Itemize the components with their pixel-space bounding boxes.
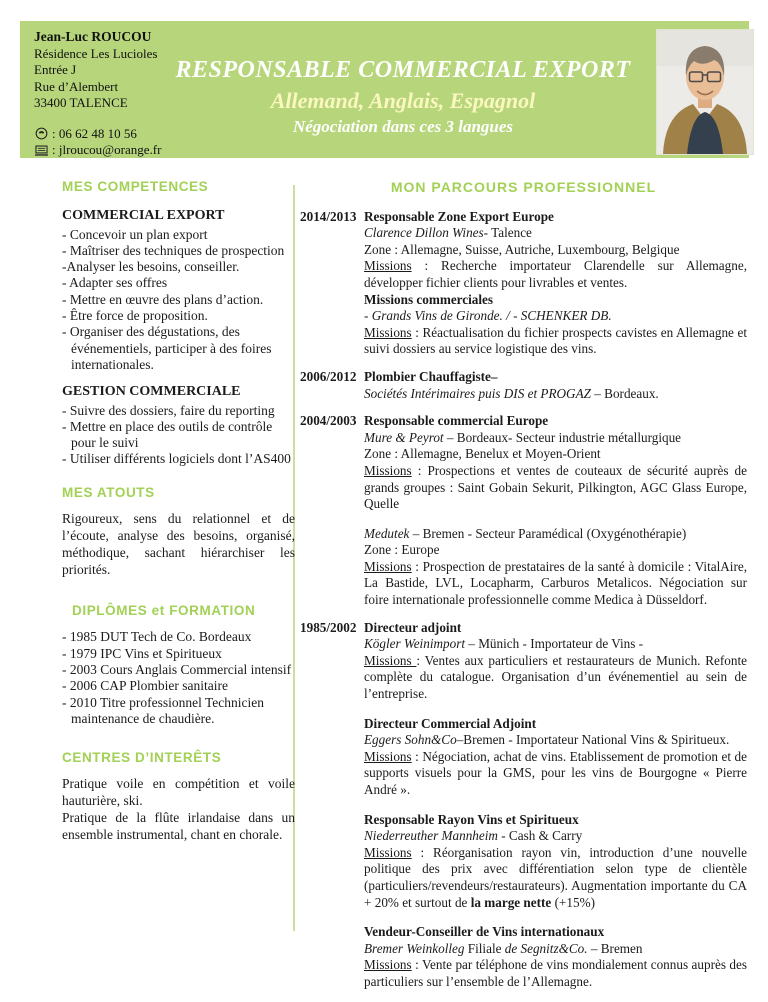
missions-paragraph <box>364 325 747 358</box>
missions-text: : Réactualisation du fichier prospects cavistes en Allemagne et suivi dossiers au service logistique des vins. <box>364 324 747 357</box>
diploma-item: - 1979 IPC Vins et Spiritueux <box>62 645 222 661</box>
missions-bold-text: la marge nette <box>470 894 552 910</box>
right-column <box>300 179 747 1002</box>
skill-item: - Adapter ses offres <box>62 275 168 291</box>
experience-entry <box>300 209 747 358</box>
job-title: Directeur adjoint <box>364 619 462 635</box>
missions-label: Missions <box>364 258 412 274</box>
title-block <box>138 57 668 137</box>
company-name: Niederreuther Mannheim <box>364 828 498 844</box>
missions-label: Missions <box>364 652 417 668</box>
subsection-title: GESTION COMMERCIALE <box>62 384 241 400</box>
phone-icon <box>34 127 48 140</box>
missions-paragraph <box>364 749 747 799</box>
company-name: Kögler Weinimport <box>364 636 465 652</box>
company-location: – Bremen - Secteur Paramédical (Oxygénothérapie) <box>409 525 687 541</box>
job-title: Responsable commercial Europe <box>364 413 549 429</box>
missions-text: : Négociation, achat de vins. Etablissement de promotion et de supports visuels pour la GMS, pour les vins de Bourgogne « Pierre André ». <box>364 748 747 797</box>
company-line <box>364 732 747 749</box>
skill-item: - Mettre en place des outils de contrôle pour le suivi <box>62 418 273 451</box>
missions-text: : Prospections et ventes de couteaux de sécurité auprès de grands groupes : Saint Gobain Sekurit, Pilkington, AGC Glass Europe, Quelle <box>364 462 747 512</box>
missions-label: Missions <box>364 324 412 340</box>
company-name: Bremer Weinkolleg <box>364 940 465 956</box>
company-name: Clarence Dillon Wines- <box>364 225 489 241</box>
section-heading-diplomes: DIPLÔMES et FORMATION <box>72 603 256 619</box>
missions-paragraph <box>364 559 747 609</box>
zone-line: Zone : Allemagne, Benelux et Moyen-Orient <box>364 446 601 462</box>
diploma-item: - 2010 Titre professionnel Technicien maintenance de chaudière. <box>62 694 265 726</box>
missions-paragraph <box>364 845 747 911</box>
section-heading-atouts: MES ATOUTS <box>62 484 155 500</box>
company-location: – Bordeaux. <box>590 385 659 401</box>
company-line <box>364 430 747 447</box>
company-name: Eggers Sohn&Co <box>364 732 457 748</box>
missions-label: Missions <box>364 748 412 764</box>
company-line <box>364 941 747 958</box>
company-name: Medutek <box>364 525 410 541</box>
centres-section <box>62 775 295 843</box>
company-line <box>364 636 747 653</box>
section-heading-parcours: MON PARCOURS PROFESSIONNEL <box>390 179 657 195</box>
company-location: –Bremen - Importateur National Vins & Spiritueux. <box>456 732 730 748</box>
company-line <box>364 526 747 543</box>
company-location: – Bremen <box>587 940 643 956</box>
diploma-item: - 1985 DUT Tech de Co. Bordeaux <box>62 629 252 645</box>
diplomes-section <box>62 629 295 727</box>
interests-text-1: Pratique voile en compétition et voile hauturière, ski. <box>62 776 295 809</box>
address-line-1: Résidence Les Lucioles <box>34 45 158 61</box>
sub-job-title: Directeur Commercial Adjoint <box>364 715 537 731</box>
gestion-commerciale-section <box>62 384 295 467</box>
diploma-item: - 2006 CAP Plombier sanitaire <box>62 678 228 694</box>
missions-text: : Prospection de prestataires de la santé à domicile : VitalAire, La Bastide, LVL, Locapharm, Carburos Metalicos. Négociation sur foire internationale professionnelle comme Medica à Düsseldorf. <box>364 558 747 608</box>
company-location: Talence <box>488 225 532 241</box>
sub-title: Missions commerciales <box>364 291 494 307</box>
company-name: Sociétés Intérimaires puis DIS et PROGAZ <box>364 385 591 401</box>
missions-paragraph <box>364 258 747 291</box>
subsection-title: COMMERCIAL EXPORT <box>62 208 225 224</box>
page-title: RESPONSABLE COMMERCIAL EXPORT <box>175 57 631 83</box>
profile-photo <box>657 30 753 154</box>
candidate-name: Jean-Luc ROUCOU <box>34 29 152 44</box>
commercial-export-section <box>62 208 295 373</box>
company-line <box>364 386 747 403</box>
zone-line: Zone : Europe <box>364 542 440 558</box>
company-location: – Bordeaux- Secteur industrie métallurgique <box>443 429 682 445</box>
missions-paragraph <box>364 957 747 990</box>
experience-entry <box>300 413 747 609</box>
header-band <box>20 21 749 158</box>
entry-years: 1985/2002 <box>300 619 357 635</box>
company-location: – Münich - Importateur de Vins - <box>465 636 644 652</box>
interests-text-2: Pratique de la flûte irlandaise dans un ensemble instrumental, chant en chorale. <box>62 810 295 843</box>
entry-content <box>364 209 747 358</box>
entry-years: 2014/2013 <box>300 208 357 224</box>
missions-label: Missions <box>364 957 412 973</box>
missions-paragraph <box>364 463 747 513</box>
zone-line: Zone : Allemagne, Suisse, Autriche, Luxembourg, Belgique <box>364 241 680 257</box>
missions-label: Missions <box>364 558 412 574</box>
entry-content <box>364 413 747 609</box>
experience-entry <box>300 620 747 991</box>
skill-item: -Analyser les besoins, conseiller. <box>62 259 240 275</box>
missions-label: Missions <box>364 462 412 478</box>
skill-item: - Suivre des dossiers, faire du reporting <box>62 402 275 418</box>
skill-item: - Mettre en œuvre des plans d’action. <box>62 291 264 307</box>
diploma-item: - 2003 Cours Anglais Commercial intensif <box>62 661 292 677</box>
email-line <box>34 142 161 159</box>
address-line-3: Rue d’Alembert <box>34 78 119 94</box>
job-title: Responsable Zone Export Europe <box>364 208 554 224</box>
sub-job-title: Responsable Rayon Vins et Spiritueux <box>364 811 579 827</box>
skill-item: - Maîtriser des techniques de prospection <box>62 242 285 258</box>
sub-job-title: Vendeur-Conseiller de Vins internationaux <box>364 924 605 940</box>
company-text: Filiale <box>464 940 505 956</box>
left-column <box>62 179 295 843</box>
company-name: Mure & Peyrot <box>364 429 444 445</box>
skill-item: - Organiser des dégustations, des événementiels, participer à des foires internationales. <box>62 324 272 372</box>
missions-text: : Ventes aux particuliers et restaurateurs de Munich. Refonte complète du catalogue. Organisation d’un événementiel au sein de l’entreprise. <box>364 652 747 702</box>
company-location: - Cash & Carry <box>497 828 583 844</box>
company-line <box>364 828 747 845</box>
section-heading-centres: CENTRES D’INTERÊTS <box>62 750 222 766</box>
phone-number: : 06 62 48 10 56 <box>52 125 137 141</box>
entry-content <box>364 620 747 991</box>
section-heading-competences: MES COMPETENCES <box>62 179 209 194</box>
languages-subtitle: Allemand, Anglais, Espagnol <box>270 88 536 113</box>
skill-item: - Utiliser différents logiciels dont l’AS400 <box>62 451 291 467</box>
missions-label: Missions <box>364 844 412 860</box>
missions-text: : Recherche importateur Clarendelle sur Allemagne, développer fichier clients pour livrables et ventes. <box>364 258 747 290</box>
experience-entry <box>300 369 747 402</box>
address-line-2: Entrée J <box>34 62 77 77</box>
entry-years: 2006/2012 <box>300 368 357 384</box>
job-title: Plombier Chauffagiste– <box>364 368 498 384</box>
email-icon <box>34 145 48 156</box>
missions-paragraph <box>364 653 747 703</box>
entry-content <box>364 369 747 402</box>
missions-text: : Vente par téléphone de vins mondialement connus auprès des particuliers sur l’ensemble de l’Allemagne. <box>364 957 747 989</box>
address-line-4: 33400 TALENCE <box>34 95 128 110</box>
company-name: de Segnitz&Co. <box>504 940 588 956</box>
missions-text: (+15%) <box>551 894 595 910</box>
atouts-text: Rigoureux, sens du relationnel et de l’écoute, analyse des besoins, organisé, méthodique, sachant hiérarchiser les priorités. <box>62 511 295 578</box>
sub-companies: - Grands Vins de Gironde. / - SCHENKER DB. <box>364 308 612 324</box>
missions-text: : Réorganisation rayon vin, introduction d’une nouvelle politique des prix avec différentiation selon type de clientèle (particuliers/revendeurs/restaurateurs). Augmentation importante du CA + 20% et surtout de <box>364 844 747 910</box>
tagline: Négociation dans ces 3 langues <box>292 117 514 136</box>
email-address: : jlroucou@orange.fr <box>52 142 162 157</box>
entry-years: 2004/2003 <box>300 413 357 429</box>
company-line <box>364 225 747 242</box>
skill-item: - Concevoir un plan export <box>62 226 208 242</box>
skill-item: - Être force de proposition. <box>62 308 208 324</box>
